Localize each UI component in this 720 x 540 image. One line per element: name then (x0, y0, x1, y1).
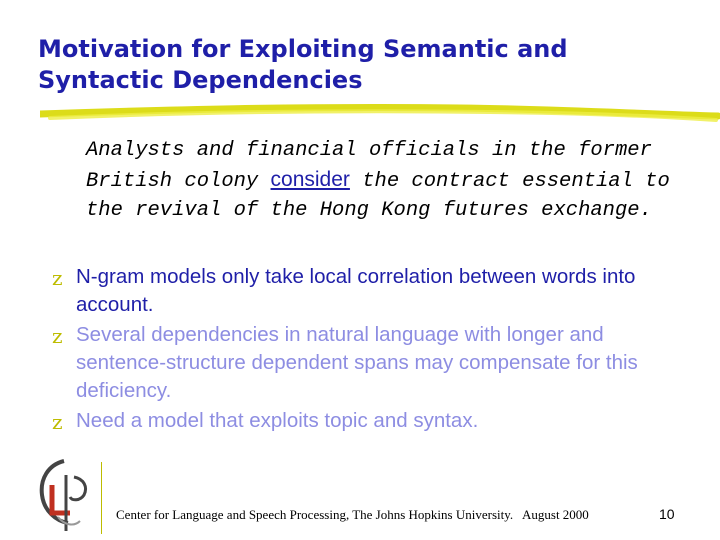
example-highlight-word: consider (270, 168, 350, 191)
bullet-text: Need a model that exploits topic and syntax. (76, 409, 479, 432)
bullet-text: Several dependencies in natural language with longer and sentence-structure dependent spans may compensate for this deficiency. (76, 323, 638, 402)
bullet-item (52, 321, 672, 405)
bullet-item (52, 407, 672, 435)
example-text-before: Analysts and financial officials in the former British colony (86, 139, 652, 193)
example-sentence (86, 136, 696, 225)
bullet-item (52, 263, 672, 319)
footer-divider (101, 462, 102, 534)
bullet-marker-icon: z (52, 266, 63, 290)
clsp-logo-icon (30, 455, 100, 535)
bullet-marker-icon: z (52, 410, 63, 434)
example-text-after: the contract essential to the revival of the Hong Kong futures exchange. (86, 170, 670, 222)
bullet-marker-icon: z (52, 324, 63, 348)
footer-organization: Center for Language and Speech Processing, The Johns Hopkins University. (116, 507, 514, 522)
page-number: 10 (659, 506, 675, 522)
title-underline-decoration (40, 100, 720, 130)
bullet-list (52, 263, 672, 437)
slide-title: Motivation for Exploiting Semantic and Syntactic Dependencies (38, 35, 568, 94)
bullet-text: N-gram models only take local correlation between words into account. (76, 265, 636, 316)
footer-date: August 2000 (522, 507, 589, 522)
